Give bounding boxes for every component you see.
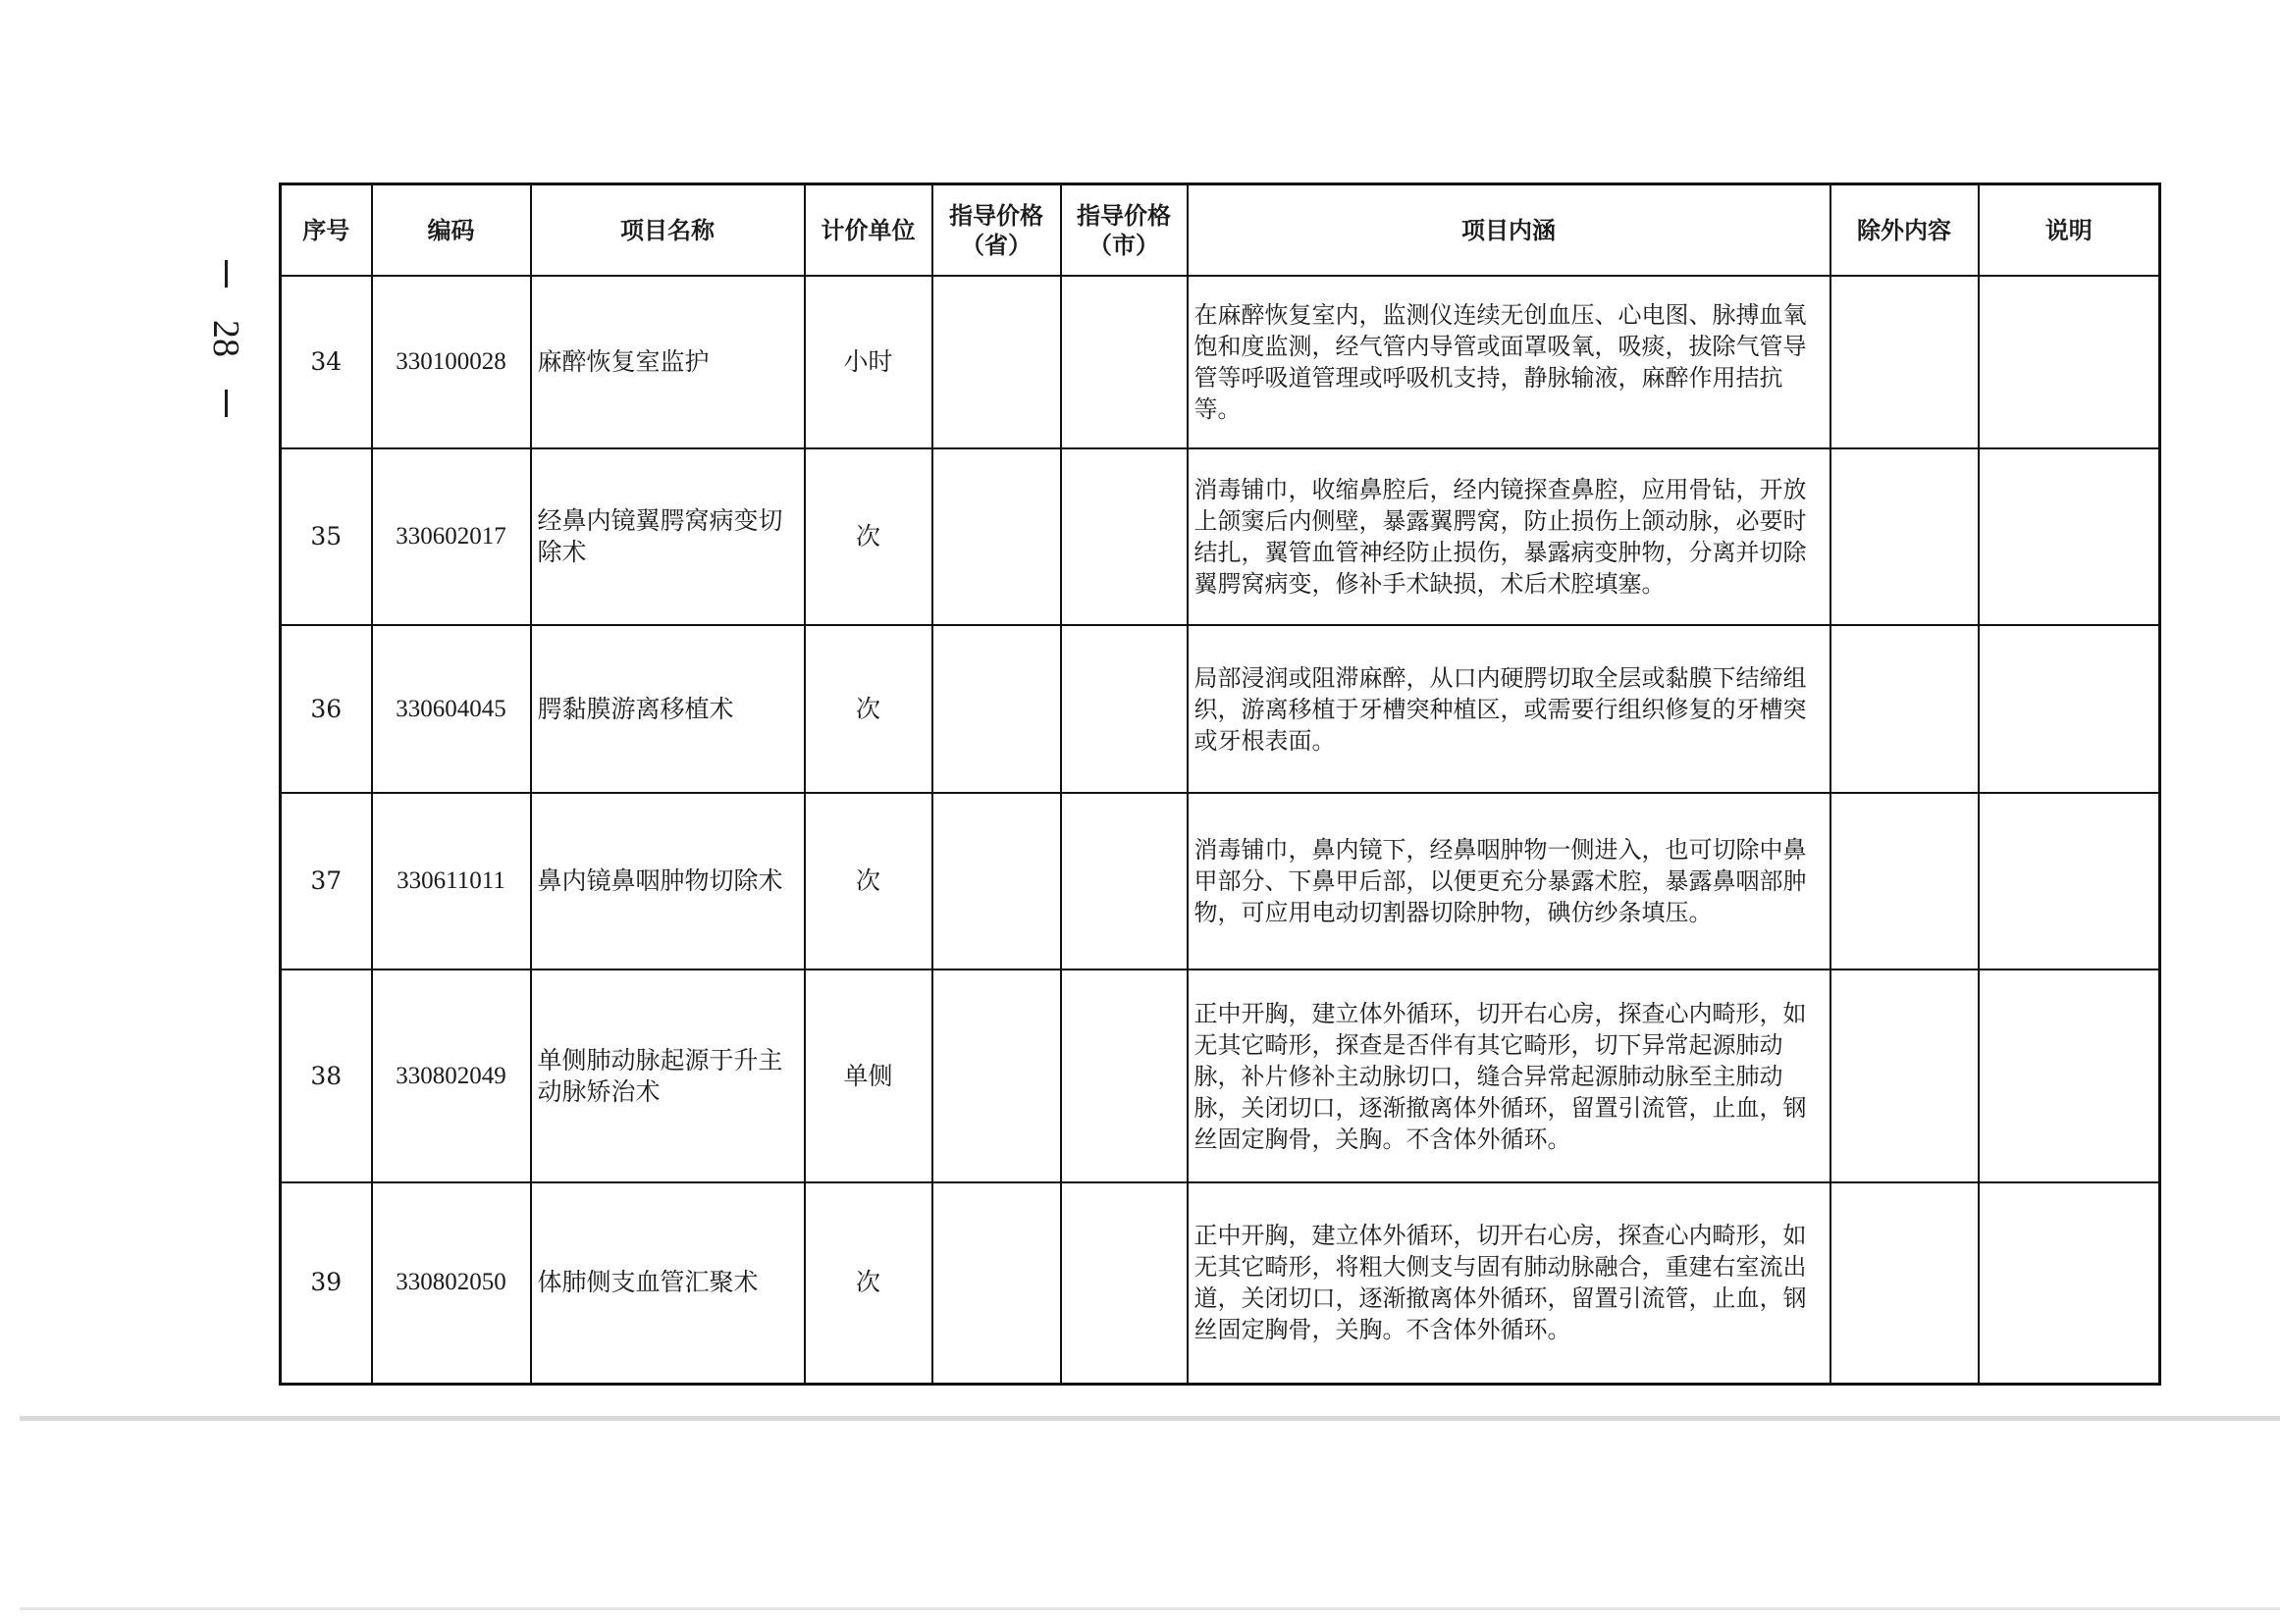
cell-name: 鼻内镜鼻咽肿物切除术 xyxy=(531,793,805,969)
cell-code: 330611011 xyxy=(372,793,531,969)
cell-name: 单侧肺动脉起源于升主动脉矫治术 xyxy=(531,969,805,1182)
cell-exclude xyxy=(1830,1182,1979,1384)
table-row xyxy=(281,448,2160,625)
header-note: 说明 xyxy=(1979,184,2160,277)
header-price-prov xyxy=(932,184,1061,277)
cell-price-city xyxy=(1061,969,1188,1182)
scan-edge-line-lower xyxy=(20,1607,2280,1610)
cell-note xyxy=(1979,448,2160,625)
cell-price-prov xyxy=(932,969,1061,1182)
cell-exclude xyxy=(1830,276,1979,448)
price-table xyxy=(279,183,2161,1386)
cell-seq: 37 xyxy=(281,793,372,969)
page-number-value: 28 xyxy=(205,320,246,357)
cell-content: 正中开胸，建立体外循环，切开右心房，探查心内畸形，如无其它畸形，探查是否伴有其它畸形，切下异常起源肺动脉，补片修补主动脉切口，缝合异常起源肺动脉至主肺动脉，关闭切口，逐渐撤离体外循环，留置引流管，止血，钢丝固定胸骨，关胸。不含体外循环。 xyxy=(1188,969,1830,1182)
cell-note xyxy=(1979,625,2160,793)
cell-content: 消毒铺巾，收缩鼻腔后，经内镜探查鼻腔，应用骨钻，开放上颌窦后内侧壁，暴露翼腭窝，防止损伤上颌动脉，必要时结扎，翼管血管神经防止损伤，暴露病变肿物，分离并切除翼腭窝病变，修补手术缺损，术后术腔填塞。 xyxy=(1188,448,1830,625)
cell-exclude xyxy=(1830,793,1979,969)
cell-note xyxy=(1979,276,2160,448)
page-number xyxy=(196,260,255,417)
table-row xyxy=(281,625,2160,793)
cell-note xyxy=(1979,1182,2160,1384)
scan-edge-line xyxy=(20,1416,2280,1421)
table-row xyxy=(281,276,2160,448)
cell-seq: 36 xyxy=(281,625,372,793)
cell-name: 腭黏膜游离移植术 xyxy=(531,625,805,793)
cell-exclude xyxy=(1830,625,1979,793)
cell-price-prov xyxy=(932,448,1061,625)
header-price-city-line2: （市） xyxy=(1088,231,1159,259)
cell-price-prov xyxy=(932,793,1061,969)
cell-unit: 次 xyxy=(805,793,932,969)
header-row xyxy=(281,184,2160,277)
header-name: 项目名称 xyxy=(531,184,805,277)
cell-price-city xyxy=(1061,793,1188,969)
table-row xyxy=(281,1182,2160,1384)
cell-name: 经鼻内镜翼腭窝病变切除术 xyxy=(531,448,805,625)
cell-name: 麻醉恢复室监护 xyxy=(531,276,805,448)
cell-code: 330604045 xyxy=(372,625,531,793)
page-number-dash-top xyxy=(225,260,228,288)
header-price-city xyxy=(1061,184,1188,277)
cell-unit: 次 xyxy=(805,1182,932,1384)
cell-note xyxy=(1979,793,2160,969)
cell-price-city xyxy=(1061,276,1188,448)
cell-code: 330602017 xyxy=(372,448,531,625)
cell-content: 在麻醉恢复室内，监测仪连续无创血压、心电图、脉搏血氧饱和度监测，经气管内导管或面罩吸氧，吸痰，拔除气管导管等呼吸道管理或呼吸机支持，静脉输液，麻醉作用拮抗等。 xyxy=(1188,276,1830,448)
cell-content: 消毒铺巾，鼻内镜下，经鼻咽肿物一侧进入，也可切除中鼻甲部分、下鼻甲后部，以便更充分暴露术腔，暴露鼻咽部肿物，可应用电动切割器切除肿物，碘仿纱条填压。 xyxy=(1188,793,1830,969)
header-content: 项目内涵 xyxy=(1188,184,1830,277)
cell-unit: 次 xyxy=(805,448,932,625)
cell-price-city xyxy=(1061,625,1188,793)
table-header xyxy=(281,184,2160,277)
cell-content: 局部浸润或阻滞麻醉，从口内硬腭切取全层或黏膜下结缔组织，游离移植于牙槽突种植区，或需要行组织修复的牙槽突或牙根表面。 xyxy=(1188,625,1830,793)
cell-exclude xyxy=(1830,969,1979,1182)
cell-code: 330802050 xyxy=(372,1182,531,1384)
cell-seq: 38 xyxy=(281,969,372,1182)
cell-price-prov xyxy=(932,276,1061,448)
header-unit: 计价单位 xyxy=(805,184,932,277)
cell-seq: 39 xyxy=(281,1182,372,1384)
cell-price-prov xyxy=(932,625,1061,793)
cell-content: 正中开胸，建立体外循环，切开右心房，探查心内畸形，如无其它畸形，将粗大侧支与固有肺动脉融合，重建右室流出道，关闭切口，逐渐撤离体外循环，留置引流管，止血，钢丝固定胸骨，关胸。不含体外循环。 xyxy=(1188,1182,1830,1384)
cell-price-city xyxy=(1061,1182,1188,1384)
cell-code: 330100028 xyxy=(372,276,531,448)
header-price-city-line1: 指导价格 xyxy=(1077,201,1171,230)
cell-seq: 34 xyxy=(281,276,372,448)
cell-unit: 小时 xyxy=(805,276,932,448)
table-body xyxy=(281,276,2160,1384)
cell-name: 体肺侧支血管汇聚术 xyxy=(531,1182,805,1384)
header-price-prov-line1: 指导价格 xyxy=(949,201,1043,230)
cell-seq: 35 xyxy=(281,448,372,625)
cell-price-city xyxy=(1061,448,1188,625)
table-row xyxy=(281,793,2160,969)
cell-unit: 单侧 xyxy=(805,969,932,1182)
header-seq: 序号 xyxy=(281,184,372,277)
header-code: 编码 xyxy=(372,184,531,277)
cell-unit: 次 xyxy=(805,625,932,793)
cell-code: 330802049 xyxy=(372,969,531,1182)
page-number-dash-bottom xyxy=(225,390,228,417)
cell-exclude xyxy=(1830,448,1979,625)
header-price-prov-line2: （省） xyxy=(961,231,1032,259)
table-row xyxy=(281,969,2160,1182)
cell-price-prov xyxy=(932,1182,1061,1384)
header-exclude: 除外内容 xyxy=(1830,184,1979,277)
cell-note xyxy=(1979,969,2160,1182)
